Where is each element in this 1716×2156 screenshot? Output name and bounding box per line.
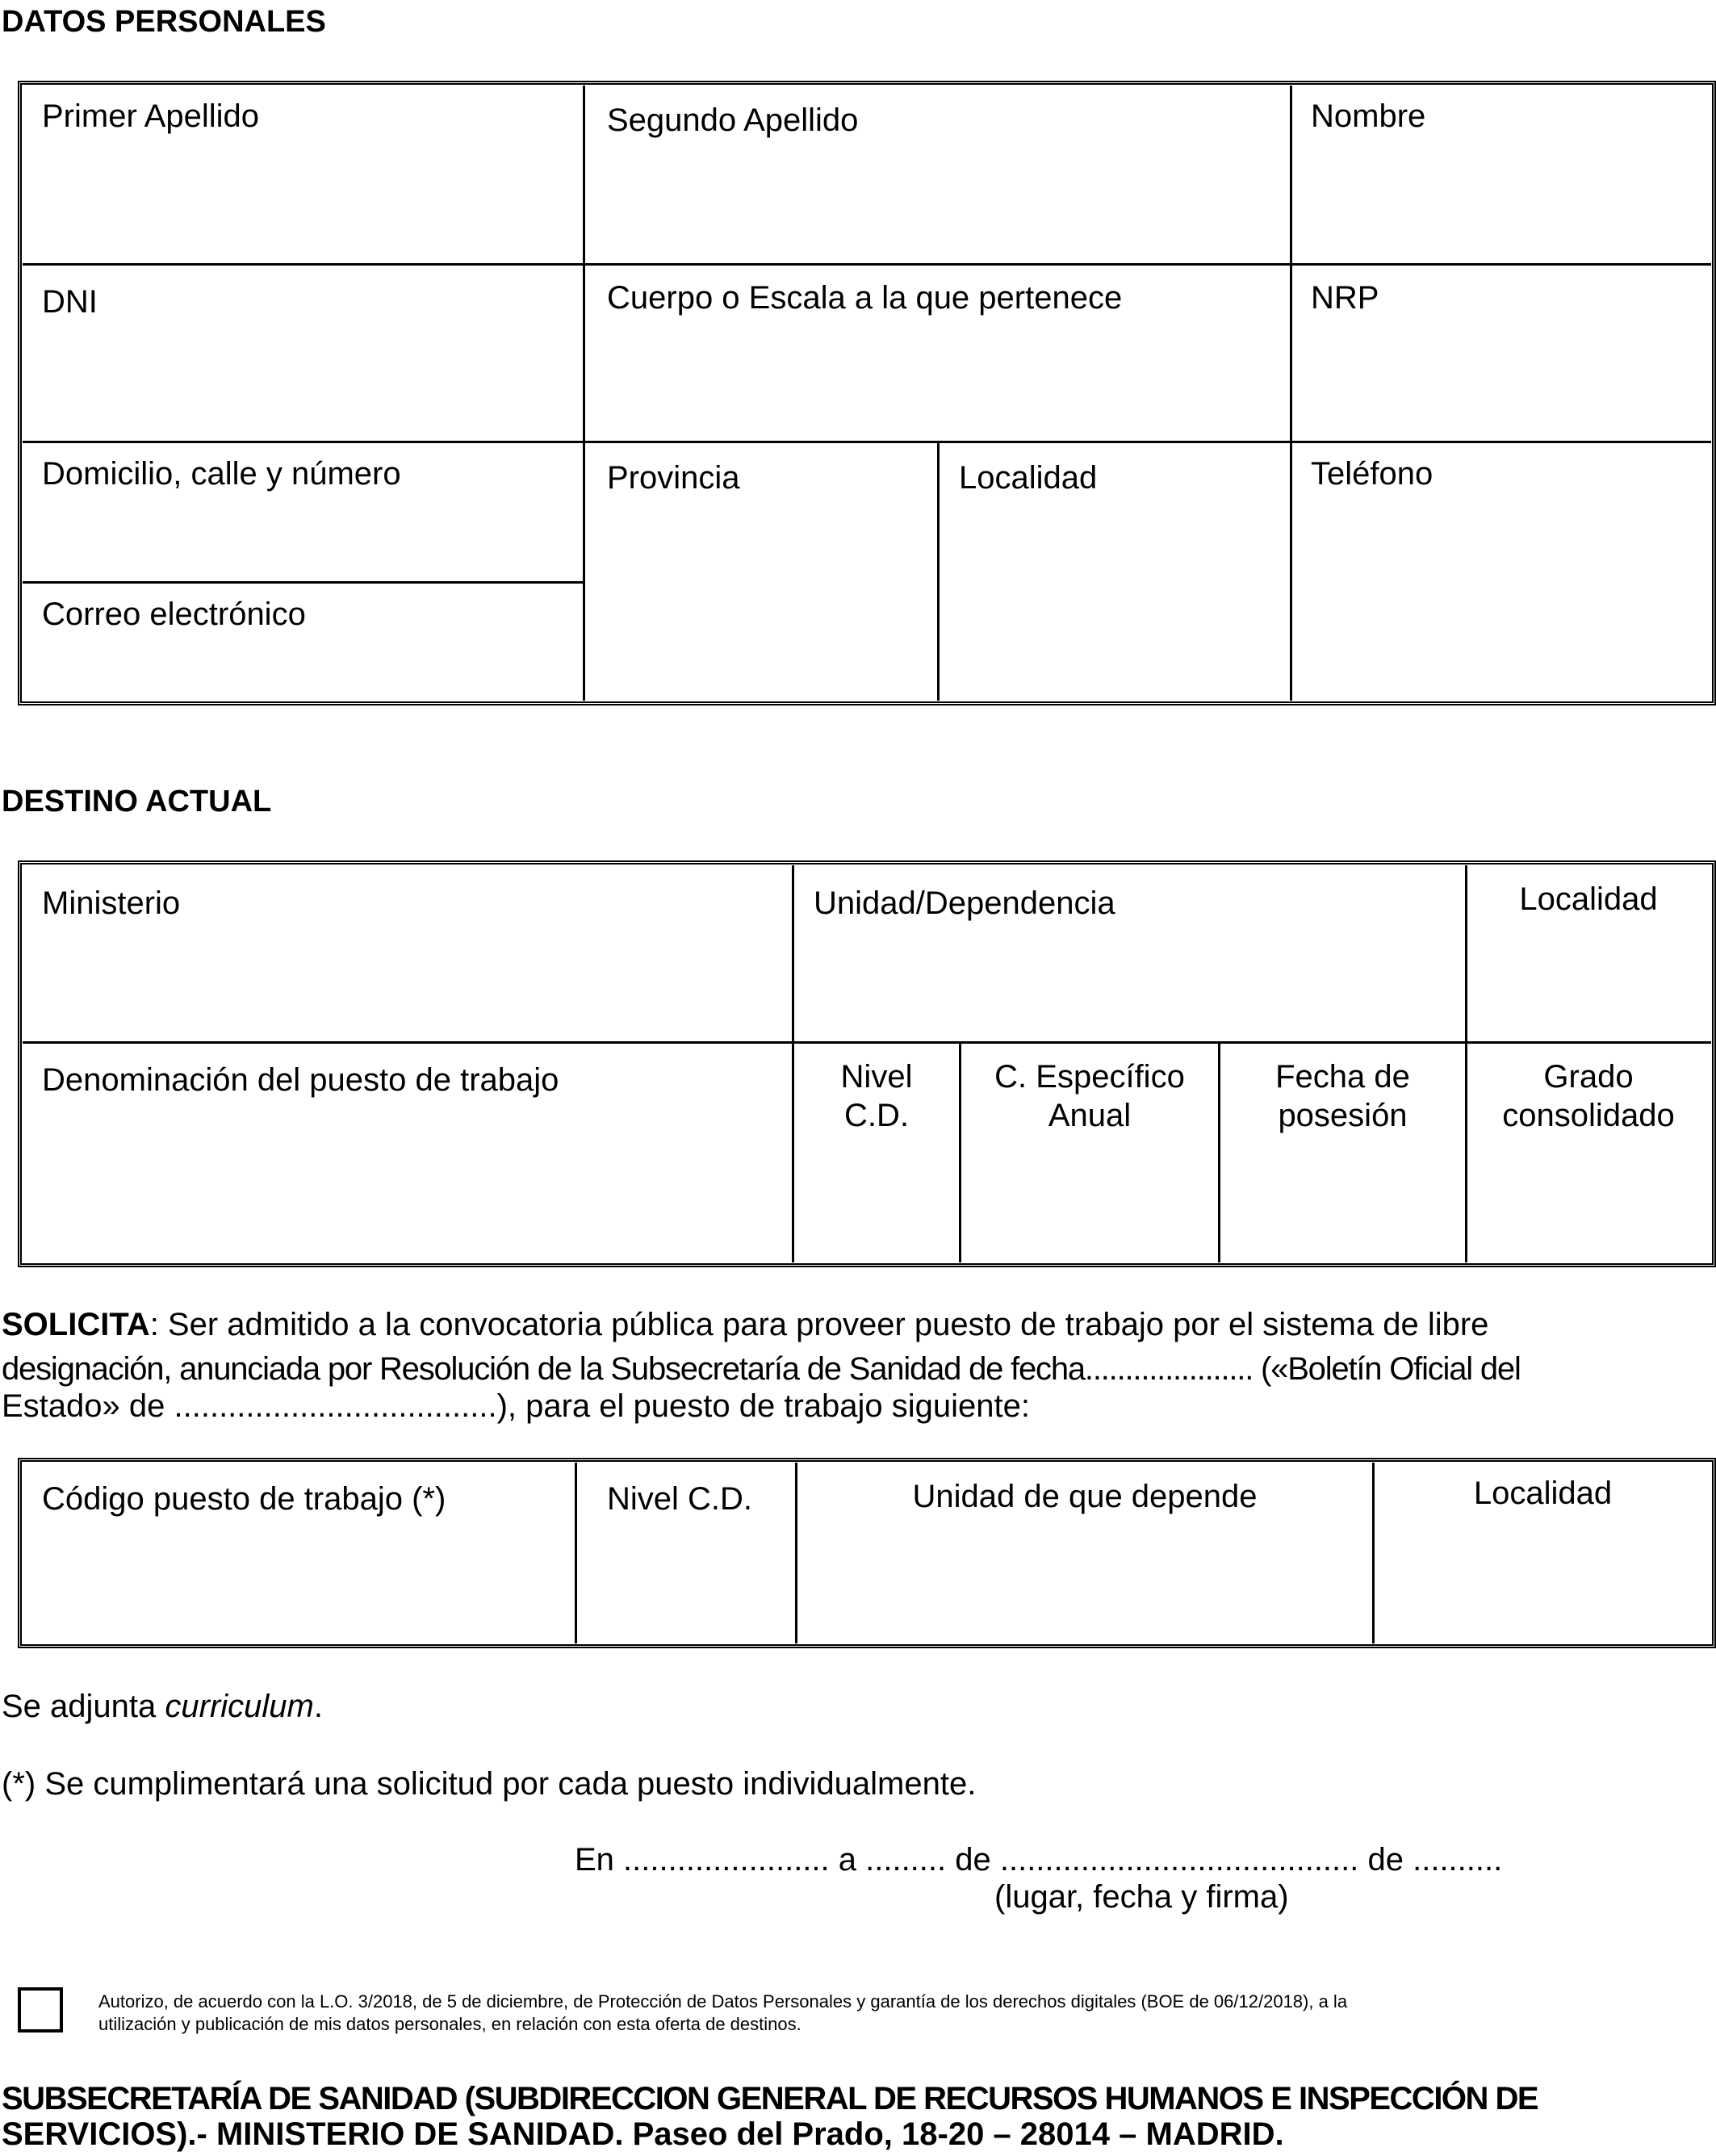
divider: [583, 86, 585, 701]
especifico-label-line1: C. Específico: [994, 1059, 1185, 1095]
divider: [575, 1463, 577, 1643]
nivel-label-line2: C.D.: [844, 1098, 909, 1133]
solicita-text: : Ser admitido a la convocatoria pública para proveer puesto de trabajo por el sistema de libre: [149, 1307, 1489, 1342]
autorizo-line1: Autorizo, de acuerdo con la L.O. 3/2018, de 5 de diciembre, de Protección de Datos Personales y garantía de los derechos digitales (BOE de 06/12/2018), a la: [98, 1991, 1348, 2012]
field-primer-apellido[interactable]: Primer Apellido: [42, 98, 260, 134]
fecha-label-line2: posesión: [1278, 1098, 1408, 1133]
field-localidad[interactable]: Localidad: [959, 460, 1098, 496]
adjunta-curriculum: curriculum: [165, 1689, 314, 1724]
field-provincia[interactable]: Provincia: [607, 460, 740, 496]
field-cuerpo[interactable]: Cuerpo o Escala a la que pertenece: [607, 280, 1123, 316]
solicita-line3: Estado» de ....................................), para el puesto de trabajo siguiente:: [2, 1388, 1031, 1424]
divider: [23, 263, 1711, 266]
especifico-label-line2: Anual: [1048, 1098, 1132, 1133]
adjunta-prefix: Se adjunta: [2, 1689, 165, 1724]
field-unidad-dependencia[interactable]: Unidad/Dependencia: [814, 885, 1115, 921]
field-localidad-puesto[interactable]: Localidad: [1473, 1476, 1613, 1511]
firma-caption: (lugar, fecha y firma): [994, 1879, 1289, 1915]
divider: [23, 441, 1711, 443]
autorizo-checkbox[interactable]: [18, 1987, 63, 2033]
adjunta-text: [2, 1687, 323, 1726]
divider: [1290, 86, 1292, 701]
field-ministerio[interactable]: Ministerio: [42, 885, 181, 921]
destino-actual-heading: DESTINO ACTUAL: [2, 785, 272, 818]
footer-line2: SERVICIOS).- MINISTERIO DE SANIDAD. Paseo del Prado, 18-20 – 28014 – MADRID.: [2, 2116, 1284, 2152]
field-nrp[interactable]: NRP: [1311, 280, 1379, 316]
grado-label-line2: consolidado: [1502, 1098, 1675, 1133]
divider: [23, 1041, 1711, 1044]
adjunta-suffix: .: [313, 1689, 323, 1724]
footer-line1: SUBSECRETARÍA DE SANIDAD (SUBDIRECCION GENERAL DE RECURSOS HUMANOS E INSPECCIÓN DE: [2, 2081, 1538, 2116]
divider: [23, 581, 583, 584]
autorizo-line2: utilización y publicación de mis datos personales, en relación con esta oferta de destinos.: [98, 2014, 801, 2034]
field-codigo-puesto[interactable]: Código puesto de trabajo (*): [42, 1481, 446, 1517]
field-grado-consolidado[interactable]: [1467, 1057, 1710, 1135]
field-dni[interactable]: DNI: [42, 284, 98, 320]
solicita-line2: designación, anunciada por Resolución de la Subsecretaría de Sanidad de fecha..................... («Boletín Oficial del: [2, 1351, 1521, 1387]
field-unidad-depende[interactable]: Unidad de que depende: [912, 1479, 1258, 1514]
field-telefono[interactable]: Teléfono: [1311, 456, 1433, 492]
field-nivel-cd-puesto[interactable]: Nivel C.D.: [607, 1481, 753, 1517]
firma-line[interactable]: En ....................... a ......... de ........................................ de ..........: [575, 1842, 1503, 1878]
nota-asterisco: (*) Se cumplimentará una solicitud por cada puesto individualmente.: [2, 1766, 977, 1802]
field-domicilio[interactable]: Domicilio, calle y número: [42, 456, 401, 492]
grado-label-line1: Grado: [1543, 1059, 1634, 1095]
field-fecha-posesion[interactable]: [1220, 1057, 1465, 1135]
divider: [937, 441, 940, 701]
datos-personales-heading: DATOS PERSONALES: [2, 5, 326, 39]
nivel-label-line1: Nivel: [840, 1059, 913, 1095]
field-localidad-actual[interactable]: Localidad: [1519, 881, 1658, 917]
field-denominacion[interactable]: Denominación del puesto de trabajo: [42, 1062, 559, 1098]
field-c-especifico[interactable]: [961, 1057, 1218, 1135]
solicita-line1: [2, 1305, 1488, 1344]
field-segundo-apellido[interactable]: Segundo Apellido: [607, 103, 859, 138]
field-nivel-cd[interactable]: [794, 1057, 959, 1135]
field-correo[interactable]: Correo electrónico: [42, 597, 306, 632]
field-nombre[interactable]: Nombre: [1311, 98, 1426, 134]
solicita-label: SOLICITA: [2, 1307, 150, 1342]
fecha-label-line1: Fecha de: [1275, 1059, 1410, 1095]
